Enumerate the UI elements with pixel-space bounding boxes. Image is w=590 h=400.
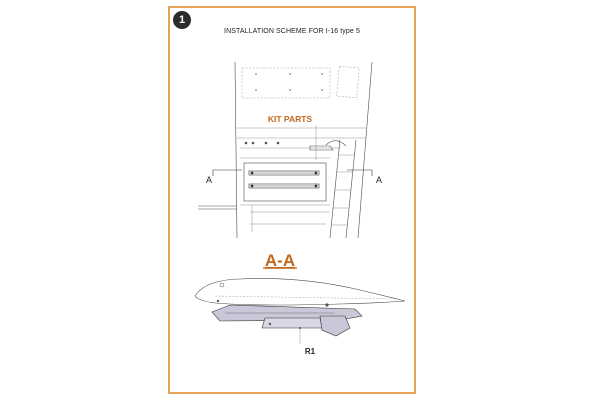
section-view-title: A-A bbox=[264, 251, 296, 270]
rail-mount-area bbox=[244, 163, 326, 201]
rail-upper bbox=[249, 171, 319, 175]
r1-leader-dot bbox=[299, 327, 301, 329]
section-right-label: A bbox=[376, 175, 383, 185]
rail-section bbox=[212, 303, 362, 336]
side-access-panel bbox=[337, 66, 360, 98]
attachment-points bbox=[245, 142, 280, 145]
upper-access-panel bbox=[242, 68, 330, 98]
rail-lower bbox=[249, 184, 319, 188]
part-r1-label: R1 bbox=[304, 347, 316, 356]
airfoil-section bbox=[195, 278, 405, 305]
kit-parts-label: KIT PARTS bbox=[267, 114, 313, 124]
section-left-label: A bbox=[206, 175, 213, 185]
step-number-badge: 1 bbox=[173, 11, 191, 29]
wing-panel-top-view bbox=[198, 62, 372, 238]
ladder-structure bbox=[326, 140, 356, 238]
scheme-title: INSTALLATION SCHEME FOR I-16 type 5 bbox=[224, 28, 360, 35]
